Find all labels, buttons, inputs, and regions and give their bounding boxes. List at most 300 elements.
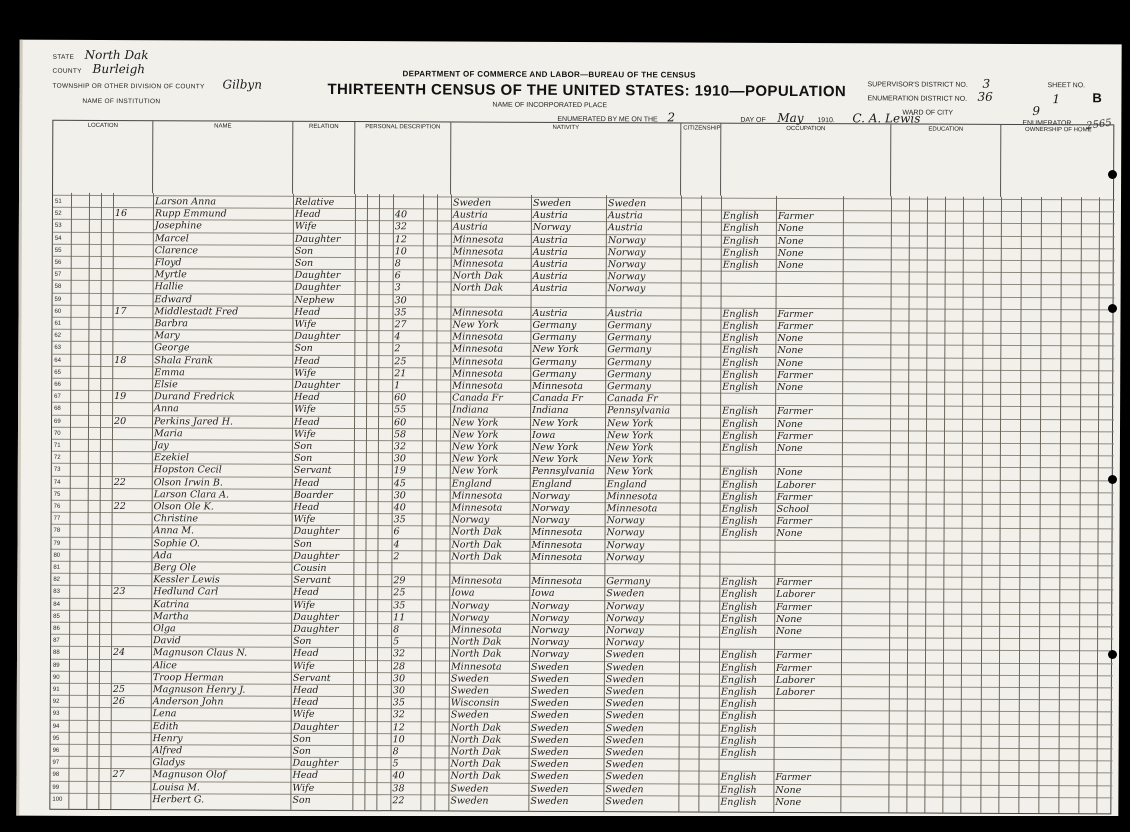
relation: Son bbox=[292, 733, 312, 745]
birthplace: North Dak bbox=[451, 526, 503, 539]
dwelling-number: 18 bbox=[114, 354, 127, 366]
birthplace: North Dak bbox=[450, 758, 502, 770]
row-number: 66 bbox=[54, 381, 61, 388]
birthplace: Indiana bbox=[452, 404, 489, 417]
mother-birthplace: Germany bbox=[607, 356, 652, 368]
row-number: 60 bbox=[54, 308, 62, 315]
township-value: Gilbyn bbox=[222, 77, 262, 92]
language: English bbox=[722, 345, 759, 357]
person-name: Durand Fredrick bbox=[154, 391, 235, 403]
language: English bbox=[721, 467, 759, 479]
row-number: 78 bbox=[53, 528, 61, 535]
person-name: David bbox=[153, 635, 181, 647]
father-birthplace: Norway bbox=[530, 649, 569, 661]
enumeration-day: 2 bbox=[667, 110, 676, 125]
mother-birthplace: Norway bbox=[607, 271, 646, 283]
birthplace: Minnesota bbox=[452, 234, 504, 246]
mother-birthplace: New York bbox=[607, 417, 654, 429]
punch-hole bbox=[1108, 650, 1117, 659]
mother-birthplace: Sweden bbox=[605, 661, 645, 673]
father-birthplace: Sweden bbox=[530, 783, 569, 795]
dwelling-number bbox=[113, 294, 153, 305]
mother-birthplace: Norway bbox=[606, 515, 645, 527]
mother-birthplace: Sweden bbox=[605, 649, 645, 661]
mother-birthplace: Germany bbox=[607, 332, 652, 344]
relation: Head bbox=[294, 416, 320, 428]
person-name: Berg Ole bbox=[153, 562, 197, 574]
person-name: Katrina bbox=[153, 598, 190, 610]
mother-birthplace: Sweden bbox=[605, 771, 644, 783]
person-name: Hallie bbox=[154, 281, 184, 293]
language bbox=[720, 455, 775, 466]
father-birthplace: New York bbox=[532, 344, 579, 356]
col-relation: RELATION bbox=[293, 122, 355, 194]
person-name: Edith bbox=[152, 720, 179, 732]
person-name: Anna bbox=[154, 403, 179, 415]
year-label: 1910. bbox=[817, 117, 835, 125]
age: 32 bbox=[392, 648, 406, 660]
age: 4 bbox=[394, 331, 401, 343]
birthplace: Sweden bbox=[452, 197, 492, 209]
relation: Son bbox=[292, 745, 311, 757]
row-number: 99 bbox=[52, 784, 60, 791]
relation: Servant bbox=[293, 574, 332, 587]
relation: Daughter bbox=[292, 757, 339, 770]
person-name: Kessler Lewis bbox=[153, 574, 220, 586]
row-number: 85 bbox=[53, 613, 60, 620]
person-name: Larson Clara A. bbox=[153, 488, 230, 501]
occupation: Farmer bbox=[776, 430, 813, 442]
father-birthplace: Norway bbox=[531, 502, 570, 515]
relation: Boarder bbox=[293, 489, 333, 501]
language: English bbox=[722, 235, 760, 247]
row-number: 64 bbox=[54, 357, 61, 364]
mother-birthplace: Sweden bbox=[605, 673, 645, 686]
row-number: 93 bbox=[52, 711, 60, 718]
language bbox=[720, 394, 775, 405]
row-number: 83 bbox=[53, 589, 60, 596]
mother-birthplace: New York bbox=[606, 429, 654, 442]
person-name: Christine bbox=[153, 513, 199, 525]
language: English bbox=[721, 589, 758, 601]
language: English bbox=[720, 686, 758, 698]
census-title: THIRTEENTH CENSUS OF THE UNITED STATES: 1910—POPULATION bbox=[327, 80, 847, 101]
dwelling-number: 27 bbox=[112, 769, 125, 781]
col-education: EDUCATION bbox=[891, 124, 1001, 196]
dwelling-number bbox=[111, 611, 151, 622]
relation: Daughter bbox=[294, 282, 341, 294]
row-number: 86 bbox=[53, 625, 60, 632]
enumerated-by-label: ENUMERATED BY ME ON THE bbox=[557, 115, 658, 124]
person-name: Louisa M. bbox=[152, 781, 200, 793]
row-number: 69 bbox=[54, 418, 61, 425]
father-birthplace: Sweden bbox=[530, 722, 569, 734]
occupation: None bbox=[777, 418, 803, 430]
father-birthplace: Austria bbox=[532, 258, 568, 270]
father-birthplace: Norway bbox=[531, 624, 569, 637]
age: 3 bbox=[394, 282, 401, 294]
dwelling-number bbox=[113, 196, 153, 207]
mother-birthplace: Sweden bbox=[607, 198, 647, 210]
mother-birthplace: Sweden bbox=[605, 795, 644, 808]
person-name: Shala Frank bbox=[154, 354, 214, 367]
birthplace: Austria bbox=[452, 209, 488, 221]
birthplace: Norway bbox=[451, 600, 490, 612]
age: 28 bbox=[392, 660, 406, 672]
occupation: Laborer bbox=[776, 589, 815, 601]
dwelling-number bbox=[110, 794, 150, 805]
dwelling-number bbox=[111, 745, 151, 756]
row-number: 98 bbox=[52, 772, 60, 779]
occupation: None bbox=[777, 357, 804, 369]
father-birthplace: Iowa bbox=[531, 429, 556, 441]
mother-birthplace: Norway bbox=[606, 539, 645, 551]
age: 25 bbox=[393, 587, 406, 599]
father-birthplace: New York bbox=[531, 441, 579, 454]
occupation: None bbox=[777, 259, 804, 272]
birthplace: Sweden bbox=[450, 783, 489, 795]
punch-hole bbox=[1108, 304, 1117, 313]
row-number: 97 bbox=[52, 759, 60, 766]
birthplace: North Dak bbox=[451, 636, 502, 648]
father-birthplace: Sweden bbox=[530, 673, 570, 685]
mother-birthplace: Norway bbox=[607, 259, 646, 271]
father-birthplace: Austria bbox=[532, 246, 568, 258]
birthplace: North Dak bbox=[451, 539, 503, 551]
row-number: 72 bbox=[53, 454, 61, 461]
dwelling-number bbox=[112, 452, 152, 463]
language: English bbox=[722, 369, 759, 381]
person-name: Josephine bbox=[154, 220, 202, 232]
row-number: 79 bbox=[53, 540, 61, 547]
age: 4 bbox=[393, 538, 400, 550]
row-number: 54 bbox=[54, 235, 62, 242]
age: 35 bbox=[393, 599, 406, 611]
col-nativity: NATIVITY bbox=[451, 122, 681, 195]
mother-birthplace: Norway bbox=[606, 600, 645, 612]
father-birthplace: Norway bbox=[531, 600, 570, 612]
row-number: 57 bbox=[54, 271, 62, 278]
person-name: Mary bbox=[154, 330, 180, 342]
birthplace: North Dak bbox=[450, 734, 502, 746]
father-birthplace: Sweden bbox=[530, 759, 569, 771]
occupation: None bbox=[777, 381, 803, 394]
father-birthplace: New York bbox=[532, 417, 579, 429]
col-name: NAME bbox=[153, 121, 293, 194]
birthplace: North Dak bbox=[450, 770, 502, 783]
occupation: Laborer bbox=[775, 686, 815, 699]
birthplace: Minnesota bbox=[452, 331, 504, 343]
language: English bbox=[722, 259, 759, 271]
birthplace: Austria bbox=[452, 221, 488, 234]
language: English bbox=[720, 772, 757, 784]
person-name: Olga bbox=[153, 623, 176, 635]
dwelling-number bbox=[112, 367, 152, 378]
birthplace: Minnesota bbox=[450, 661, 502, 673]
language: English bbox=[721, 442, 759, 454]
occupation: Farmer bbox=[777, 406, 813, 418]
sheet-letter: B bbox=[1092, 90, 1103, 106]
relation: Son bbox=[294, 257, 314, 269]
person-name: Anderson John bbox=[152, 696, 224, 708]
birthplace: New York bbox=[452, 319, 500, 331]
occupation: Farmer bbox=[777, 369, 813, 381]
birthplace: Sweden bbox=[450, 685, 489, 697]
relation: Daughter bbox=[293, 526, 340, 538]
age: 60 bbox=[394, 416, 407, 428]
age: 5 bbox=[393, 636, 400, 648]
age: 60 bbox=[394, 392, 407, 404]
father-birthplace: Minnesota bbox=[531, 527, 583, 539]
birthplace: North Dak bbox=[451, 551, 503, 563]
birthplace: Norway bbox=[451, 514, 490, 526]
birthplace: Minnesota bbox=[452, 368, 503, 380]
age: 40 bbox=[393, 502, 406, 514]
language: English bbox=[720, 711, 757, 723]
dwelling-number bbox=[111, 733, 151, 744]
dwelling-number: 22 bbox=[113, 476, 126, 488]
relation: Cousin bbox=[293, 562, 327, 574]
language: English bbox=[720, 723, 757, 735]
language: English bbox=[720, 735, 757, 747]
row-number: 62 bbox=[54, 332, 62, 339]
father-birthplace: Sweden bbox=[530, 710, 569, 722]
age: 11 bbox=[393, 612, 406, 624]
relation: Son bbox=[293, 452, 313, 465]
occupation: None bbox=[775, 784, 802, 796]
scan-border-bottom bbox=[0, 816, 1130, 832]
person-name: Myrtle bbox=[154, 269, 187, 281]
relation: Wife bbox=[294, 367, 317, 379]
occupation: None bbox=[777, 235, 804, 247]
relation: Head bbox=[292, 770, 319, 782]
relation: Wife bbox=[294, 404, 316, 416]
age: 35 bbox=[393, 514, 406, 526]
father-birthplace: Norway bbox=[531, 515, 570, 527]
enumeration-month: May bbox=[777, 110, 804, 126]
mother-birthplace: Sweden bbox=[606, 588, 645, 600]
dwelling-number bbox=[111, 550, 151, 561]
dwelling-number bbox=[113, 281, 153, 292]
birthplace: North Dak bbox=[450, 746, 502, 758]
birthplace: Minnesota bbox=[451, 490, 503, 502]
father-birthplace: England bbox=[531, 478, 572, 490]
father-birthplace: Minnesota bbox=[531, 576, 583, 588]
relation: Wife bbox=[292, 660, 315, 672]
occupation: Farmer bbox=[776, 577, 812, 589]
birthplace: Minnesota bbox=[452, 356, 504, 368]
mother-birthplace: Germany bbox=[607, 320, 652, 332]
relation: Daughter bbox=[294, 269, 341, 282]
language bbox=[719, 760, 774, 771]
relation: Wife bbox=[293, 513, 316, 526]
father-birthplace: Germany bbox=[532, 319, 577, 332]
state-label: STATE bbox=[52, 53, 75, 61]
birthplace: Minnesota bbox=[451, 502, 503, 514]
person-name: Alfred bbox=[152, 745, 183, 757]
person-name: Edward bbox=[154, 293, 193, 305]
dwelling-number bbox=[113, 257, 153, 268]
punch-hole bbox=[1108, 170, 1117, 179]
occupation bbox=[776, 272, 836, 283]
occupation: None bbox=[777, 345, 804, 357]
mother-birthplace: Austria bbox=[607, 307, 643, 320]
relation: Daughter bbox=[294, 330, 341, 343]
relation: Son bbox=[292, 794, 311, 806]
dwelling-number bbox=[112, 318, 152, 329]
dwelling-number bbox=[111, 623, 151, 634]
birthplace bbox=[451, 295, 531, 307]
mother-birthplace: Norway bbox=[606, 637, 644, 649]
mother-birthplace: Sweden bbox=[605, 783, 644, 795]
language: English bbox=[722, 210, 760, 223]
mother-birthplace: New York bbox=[606, 466, 654, 478]
language: English bbox=[721, 515, 758, 528]
birthplace: North Dak bbox=[452, 282, 504, 295]
enumerator-label: ENUMERATOR. bbox=[1022, 119, 1074, 128]
mother-birthplace: Minnesota bbox=[606, 503, 658, 515]
person-name: Emma bbox=[154, 366, 185, 379]
person-name: Clarence bbox=[154, 244, 199, 257]
enumerator-name: C. A. Lewis bbox=[852, 111, 921, 126]
row-number: 89 bbox=[52, 662, 60, 669]
relation: Head bbox=[293, 477, 320, 489]
language bbox=[719, 540, 774, 551]
mother-birthplace: New York bbox=[606, 454, 654, 466]
row-number: 52 bbox=[54, 210, 62, 217]
relation: Daughter bbox=[294, 233, 341, 245]
language: English bbox=[721, 625, 758, 637]
father-birthplace: Minnesota bbox=[531, 551, 583, 563]
dwelling-number bbox=[111, 672, 151, 683]
occupation bbox=[774, 565, 834, 576]
language: English bbox=[722, 308, 759, 320]
occupation bbox=[774, 760, 834, 771]
row-number: 88 bbox=[53, 650, 60, 657]
occupation bbox=[776, 296, 836, 307]
father-birthplace: Norway bbox=[531, 612, 569, 624]
person-name: Olson Irwin B. bbox=[153, 476, 223, 489]
mother-birthplace: Germany bbox=[607, 344, 652, 356]
birthplace: Minnesota bbox=[452, 380, 503, 392]
mother-birthplace: Germany bbox=[607, 381, 652, 393]
language: English bbox=[722, 357, 759, 369]
dwelling-number bbox=[113, 245, 153, 256]
row-number: 67 bbox=[54, 393, 61, 400]
row-number: 65 bbox=[54, 369, 61, 376]
relation: Wife bbox=[294, 221, 317, 233]
age: 30 bbox=[392, 685, 405, 697]
occupation: Farmer bbox=[776, 516, 812, 528]
row-number: 82 bbox=[53, 576, 61, 583]
relation: Daughter bbox=[293, 623, 339, 635]
relation: Daughter bbox=[292, 721, 339, 733]
row-number: 74 bbox=[53, 479, 61, 486]
age: 35 bbox=[394, 307, 407, 319]
age: 10 bbox=[394, 246, 407, 258]
mother-birthplace: Norway bbox=[607, 246, 646, 259]
person-name: Magnuson Claus N. bbox=[152, 647, 248, 659]
occupation: None bbox=[777, 247, 804, 259]
age bbox=[391, 563, 421, 574]
day-of-label: DAY OF bbox=[740, 116, 766, 124]
birthplace: Minnesota bbox=[452, 343, 504, 356]
age: 12 bbox=[392, 721, 405, 733]
person-name: Herbert G. bbox=[152, 793, 205, 806]
birthplace: North Dak bbox=[452, 270, 504, 282]
age: 10 bbox=[392, 734, 405, 746]
birthplace: New York bbox=[452, 417, 499, 429]
row-number: 61 bbox=[54, 320, 62, 327]
birthplace: Sweden bbox=[450, 709, 489, 722]
father-birthplace bbox=[531, 295, 606, 307]
row-number: 95 bbox=[52, 735, 60, 742]
age: 38 bbox=[392, 782, 405, 794]
col-location: LOCATION bbox=[53, 121, 153, 193]
language: English bbox=[720, 650, 758, 662]
occupation: None bbox=[775, 796, 802, 808]
language: English bbox=[720, 784, 757, 796]
incorporated-place-label: NAME OF INCORPORATED PLACE bbox=[492, 101, 608, 110]
occupation: Farmer bbox=[775, 772, 811, 784]
row-number: 53 bbox=[54, 223, 62, 230]
row-number: 71 bbox=[53, 442, 61, 449]
row-number: 96 bbox=[52, 747, 60, 754]
age: 12 bbox=[394, 233, 407, 245]
birthplace: Minnesota bbox=[451, 575, 503, 587]
occupation: None bbox=[777, 333, 804, 345]
row-number: 63 bbox=[54, 345, 62, 352]
dwelling-number bbox=[112, 464, 152, 475]
mother-birthplace: Sweden bbox=[605, 698, 644, 710]
occupation: None bbox=[776, 625, 802, 638]
father-birthplace: Sweden bbox=[530, 734, 569, 746]
mother-birthplace: Canada Fr bbox=[607, 393, 658, 405]
dwelling-number bbox=[113, 269, 153, 280]
occupation: None bbox=[776, 442, 803, 455]
father-birthplace: Sweden bbox=[530, 661, 570, 673]
father-birthplace: Sweden bbox=[530, 698, 569, 710]
dwelling-number bbox=[112, 525, 152, 536]
age: 45 bbox=[393, 477, 406, 489]
county-label: COUNTY bbox=[52, 67, 82, 75]
birthplace: Norway bbox=[451, 612, 489, 624]
age: 1 bbox=[394, 380, 401, 392]
occupation: None bbox=[776, 613, 802, 625]
birthplace: Iowa bbox=[451, 587, 475, 599]
age: 8 bbox=[392, 746, 399, 758]
father-birthplace: Sweden bbox=[532, 197, 572, 210]
row-number: 90 bbox=[52, 674, 60, 681]
age: 40 bbox=[394, 209, 408, 221]
person-name: Olson Ole K. bbox=[153, 501, 214, 513]
father-birthplace: Austria bbox=[532, 307, 568, 319]
relation: Wife bbox=[294, 318, 317, 330]
row-number: 91 bbox=[52, 686, 60, 693]
dwelling-number: 17 bbox=[114, 305, 127, 317]
language: English bbox=[722, 381, 759, 393]
dwelling-number bbox=[111, 574, 151, 585]
mother-birthplace: Sweden bbox=[605, 710, 644, 722]
person-name: Anna M. bbox=[153, 525, 195, 537]
relation: Wife bbox=[293, 599, 316, 611]
person-name: Larson Anna bbox=[154, 196, 217, 208]
language: English bbox=[721, 576, 758, 589]
occupation bbox=[776, 199, 836, 210]
sheet-label: SHEET NO. bbox=[1047, 82, 1086, 90]
township-label: TOWNSHIP OR OTHER DIVISION OF COUNTY bbox=[52, 82, 205, 91]
col-citizenship: CITIZENSHIP bbox=[681, 123, 721, 195]
